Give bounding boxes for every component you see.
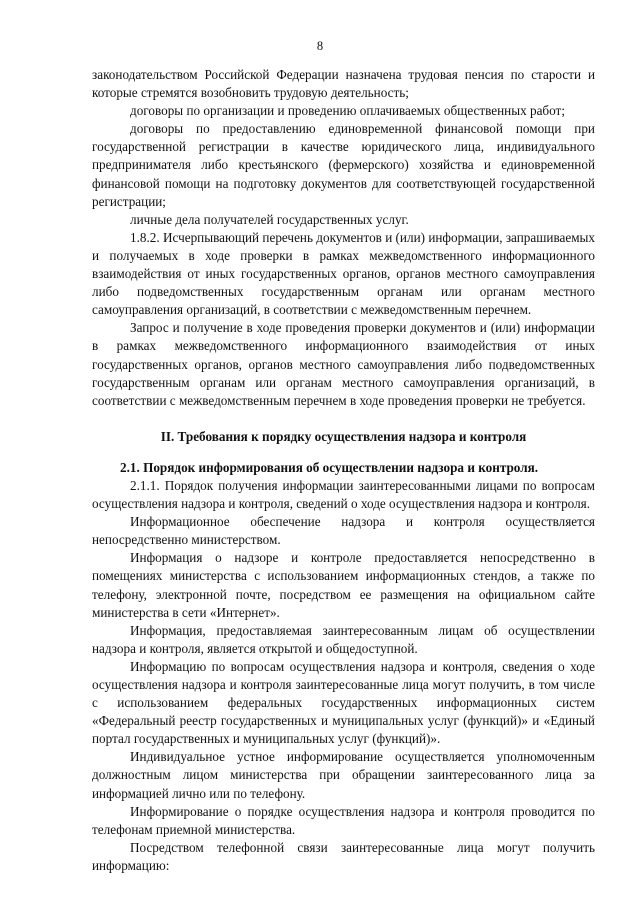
section-title: II. Требования к порядку осуществления надзора и контроля bbox=[160, 428, 527, 444]
paragraph: личные дела получателей государственных услуг. bbox=[130, 211, 409, 227]
paragraph: Информирование о порядке осуществления надзора и контроля проводится по телефонам приемной министерства. bbox=[92, 803, 595, 837]
paragraph: Информацию по вопросам осуществления надзора и контроля, сведения о ходе осуществления надзора и контроля заинтересованные лица могут получить, в том числе с использованием федеральных государственных информационных систем «Федеральный реестр государственных и муниципальных услуг (функций)» и «Единый портал государственных и муниципальных услуг (функций)». bbox=[92, 658, 595, 747]
document-body bbox=[92, 66, 595, 875]
paragraph: законодательством Российской Федерации назначена трудовая пенсия по старости и которые стремятся возобновить трудовую деятельность; bbox=[92, 67, 595, 101]
subsection-title: 2.1. Порядок информирования об осуществлении надзора и контроля. bbox=[120, 459, 539, 475]
paragraph: Посредством телефонной связи заинтересованные лица могут получить информацию: bbox=[92, 839, 595, 873]
paragraph: Запрос и получение в ходе проведения проверки документов и (или) информации в рамках межведомственного информационного взаимодействия от иных государственных органов, органов местного самоуправления либо подведомственных государственным органам или органам местного самоуправления организаций, в соответствии с межведомственным перечнем в ходе проведения проверки не требуется. bbox=[92, 320, 595, 408]
paragraph: Информация, предоставляемая заинтересованным лицам об осуществлении надзора и контроля, является открытой и общедоступной. bbox=[92, 622, 595, 656]
paragraphs-after bbox=[92, 477, 595, 875]
paragraph: 2.1.1. Порядок получения информации заинтересованными лицами по вопросам осуществления надзора и контроля, сведений о ходе осуществления надзора и контроля. bbox=[92, 477, 595, 512]
paragraphs-before bbox=[92, 66, 595, 410]
paragraph: Индивидуальное устное информирование осуществляется уполномоченным должностным лицом министерства при обращении заинтересованного лица за информацией лично или по телефону. bbox=[92, 749, 595, 801]
paragraph: 1.8.2. Исчерпывающий перечень документов и (или) информации, запрашиваемых и получаемых в ходе проверки в рамках межведомственного информационного взаимодействия от иных государственных органов, органов местного самоуправления либо подведомственных государственным органам или органам местного самоуправления организаций, в соответствии с межведомственным перечнем. bbox=[92, 229, 596, 318]
paragraph: договоры по предоставлению единовременной финансовой помощи при государственной регистрации в качестве юридического лица, индивидуального предпринимателя либо крестьянского (фермерского) хозяйства и единовременной финансовой помощи на подготовку документов для соответствующей государственной регистрации; bbox=[92, 121, 595, 209]
paragraph: договоры по организации и проведению оплачиваемых общественных работ; bbox=[130, 103, 565, 119]
paragraph: Информационное обеспечение надзора и контроля осуществляется непосредственно министерством. bbox=[92, 514, 595, 548]
page-number: 8 bbox=[316, 39, 324, 53]
paragraph: Информация о надзоре и контроле предоставляется непосредственно в помещениях министерства с использованием информационных стендов, а также по телефону, электронной почте, посредством ее размещения на официальном сайте министерства в сети «Интернет». bbox=[92, 550, 595, 620]
